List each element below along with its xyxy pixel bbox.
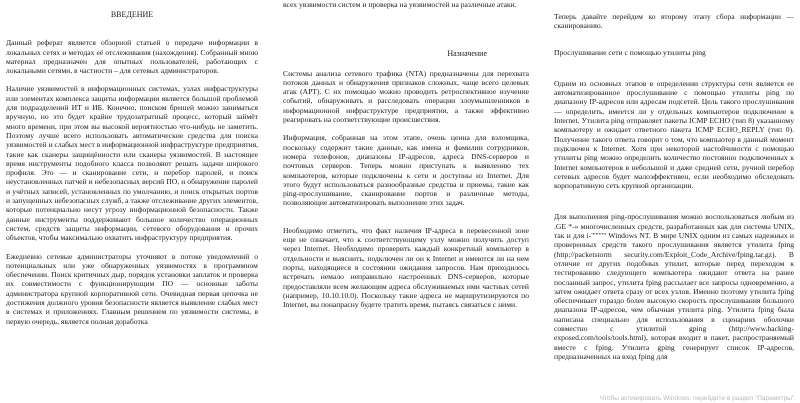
column-middle [283,0,529,403]
paragraph: Данный реферат является обзорной статьей о передаче информации в локальных сетях и методах её отслеживания (нахождения). Собранный мною материал предназначен для опытных пользователей, работающих с локальными сетями, в частности – для сетевых администраторов. [6,38,258,76]
paragraph: Для выполнения ping-прослушивания можно воспользоваться любым из .GЕ *-» многочисленных средств, разработанных как для системы UNIX, так и для i-"'"""' Windows NT. В мире UNIX одним из самых надежных и проверенных средств такого прослушивания является утилита fping (http://packetstorm security.com/Exploit_Code_Archive/fping.tar.gz). В отличие от других подобных утилит, которые перед переходом к тестированию следующего компьютера ожидают ответа на ранее посланный запрос, утилита fping рассылает все запросы одновременно, а затем ожидает ответа сразу от всех узлов. Именно поэтому утилита fping обеспечивает гораздо более высокую скорость прослушивания большого диапазона IP-адресов, чем обычная утилита ping. Утилита fping была написана специально для использования в сценариях оболочки совместно с утилитой gping (http://www.hacking-exposed.com/tools/tools.html), которая входит в пакет, распространяемый вместе с fping. Утилита gping генерирует список IP-адресов, предназначенных на вход fping для [554,212,794,361]
column-left [2,0,258,403]
column-right [554,0,794,403]
paragraph: всех уязвимости систем и проверка на уязвимостей на различные атаки. [283,0,517,9]
paragraph: Одним из основных этапов в определении структуры сети является ее автоматизированное прослушивание с помощью утилиты ping по диапазону IP-адресов или адресам подсетей. Цель такого прослушивания — определить, имеется ли у отдельных компьютеров подключение к Internet. Утилита ping отправляет пакеты ICMP ECHO (тип 8) указанному компьютеру и ожидает ответного пакета ICMP ECHO_REPLY (тип 0). Получение такого ответа говорит о том, что компьютер в данный момент подключен к Internet. Хотя при некоторой настойчивости с помощью утилиты ping можно определить количество постоянно подключенных к Internet компьютеров в небольшой и даже средней сети, ручной перебор сетевых адресов будет малоэффективен, если необходимо обследовать корпоративную сеть крупной организации. [554,78,794,191]
section-heading: Назначение [447,49,487,59]
activation-watermark: Чтобы активировать Windows, перейдите в раздел "Параметры". [599,395,796,402]
paragraph: Необходимо отметить, что факт наличия IP-адреса в перевесенной зоне еще не означает, что к соответствующему узлу можно получить доступ через Internet. Необходимо проверить каждый конкретный компьютер в отдельности и выяснить, подключен ли он к Internet и имеются ли на нем порты, находящиеся в состоянии ожидания запросов. Нам приходилось встречать немало неправильно настроенных DNS-серверов, которые предоставляли всем желающим адреса обслуживаемых ими частных сетей (например, 10.10.10.0). Поскольку такие адреса не маршрутизируются по Internet, вы понапрасну будете тратить время, пытаясь связаться с ними. [283,225,529,310]
document-heading: ВВЕДЕНИЕ [110,10,154,19]
paragraph: Ежедневно сетевые администраторы уточняют в потоке уведомлений о потенциальных или уже обнаруженных уязвимостях в программном обеспечении. Поиск критичных дыр, порядок установки заплаток и проверка их совместимости с функционирующим ПО — основные заботы администратора крупной корпоративной сети. Очевидная первая цепочка не достижения должного уровня безопасности является выявление слабых мест в системах и приложениях. Главным решением по уязвимости системы, в первую очередь, является полная доработка [6,251,258,326]
subheading: Прослушивание сети с помощью утилиты ping [554,47,706,57]
paragraph: Информация, собранная на этом этапе, очень ценна для взломщика, поскольку содержит такие данные, как имена и фамилии сотрудников, номера телефонов, диапазоны IP-адресов, адреса DNS-серверов и почтовых серверов. Теперь можно приступать к выявлению тех компьютеров, которые подключены к сети и доступны из Internet. Для этого будут использоваться разнообразные средства и приемы, такие как ping-прослушивание, сканирование портов и различные методы, позволяющие автоматизировать выполнение этих задач. [283,133,529,208]
paragraph: Наличие уязвимостей в информационных системах, узлах инфраструктуры или элементах комплекса защиты информации является большой проблемой для подразделений ИТ и ИБ. Конечно, поиском брешей можно заниматься вручную, но это будет крайне трудозатратный процесс, который займёт много времени, при этом вы высокой вероятностью что-нибудь не заметить. Поэтому лучше всего использовать автоматические средства для поиска уязвимостей и слабых мест в информационной инфраструктуре предприятия, такие как сканеры защищённости или сканеры уязвимостей. В настоящее время инструменты подобного класса позволяют решать задачи широкого профиля. Это — и сканирование сети, и перебор паролей, и поиск неустановленных патчей и небезопасных версий ПО, и обнаружение паролей и учётных записей, установленных по умолчанию, и поиск открытых портов и запущенных небезопасных служб, а также отслеживание других элементов, которые потенциально несут угрозу информационной безопасности. Также данные инструменты поддерживают большое количество операционных систем, средств защиты информации, сетевого оборудования и прочих объектов, чтобы максимально охватить инфраструктуру предприятия. [6,84,258,243]
paragraph: Системы анализа сетевого трафика (NTA) предназначены для перехвата потоков данных и обнаружения признаков сложных, чаще всего целевых атак (APT). С их помощью можно проводить ретроспективное изучение событий, обнаруживать и расследовать операции злоумышленников в информационной инфраструктуре предприятия, а также эффективно реагировать на соответствующие происшествия. [283,68,529,125]
paragraph: Теперь давайте перейдем ко второму этапу сбора информации — сканированию. [554,12,794,31]
